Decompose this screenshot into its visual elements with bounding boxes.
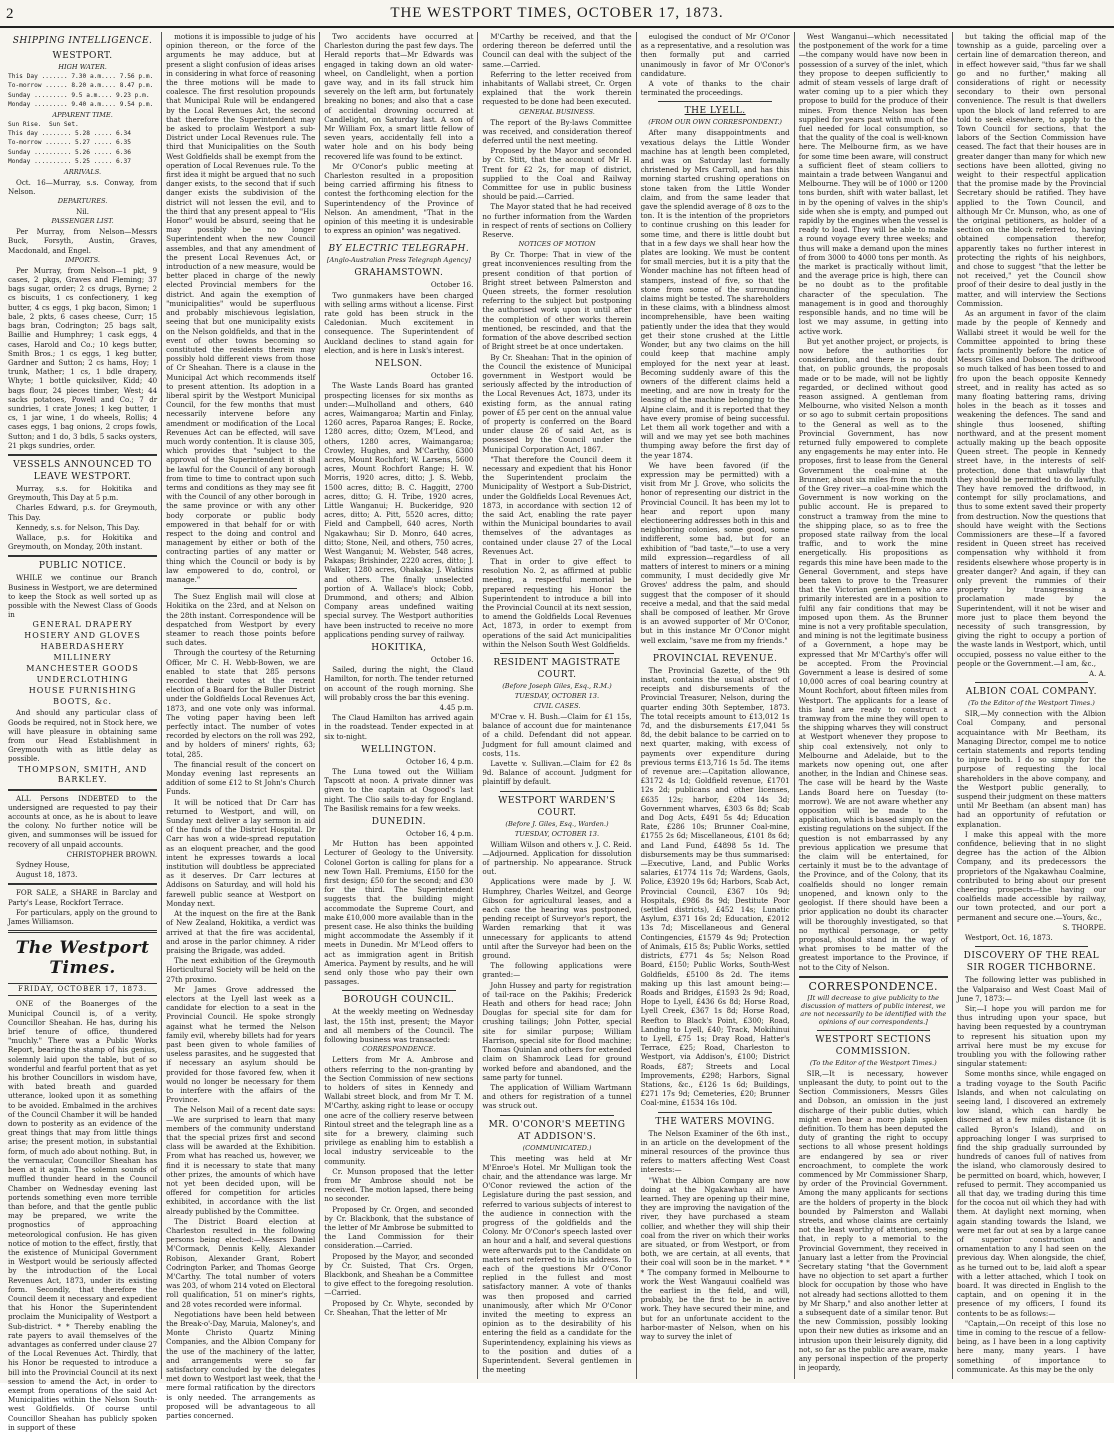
- arrivals-heading: ARRIVALS.: [64, 167, 102, 176]
- borough-text: Proposed by the Mayor, and seconded by Cr. Suisted, That Crs. Orgen, Blackbonk, and Sheahan be a Committee to give effect to the foregoing resolution.—Carried.: [324, 1251, 474, 1298]
- divider: [658, 1112, 771, 1113]
- public-notice-text: WHILE we continue our Branch Business in Westport, we are determined to keep the Stock as well sorted up as possible with the Newest Class of Goods in: [8, 573, 158, 620]
- news-paragraph: Two accidents have occurred at Charleston during the past few days. The Herald reports that—Mr Edwards was engaged in taking down an old water-wheel, on Candlelight, when a portion gave way, and in its fall struck him severely on the left arm, but fortunately breaking no bones; and also that a case of accidental drowning occurred at Candlelight, on Saturday last. A son of Mr William Fox, a smart little fellow of seven years, accidentally fell into a water hole and on his body being recovered life was found to be extinct.: [324, 32, 474, 161]
- goods-item: MANCHESTER GOODS: [26, 664, 139, 674]
- telegraph-subheading: [Anglo-Australian Press Telegraph Agency]: [326, 256, 471, 265]
- indebted-signature: CHRISTOPHER BROWN.: [66, 849, 158, 859]
- dispatch-date: October 16.: [430, 654, 474, 664]
- dateline-dunedin: DUNEDIN.: [371, 817, 426, 828]
- wardens-court-date: TUESDAY, OCTOBER 13.: [514, 829, 600, 838]
- column-1: [4, 32, 162, 1432]
- albion-heading: ALBION COAL COMPANY.: [965, 687, 1097, 698]
- borough-text: At the weekly meeting on Wednesday last, the 15th inst, present; the Mayor and all members of the Council. The following business was transacted:: [324, 1007, 474, 1045]
- divider: [975, 946, 1088, 947]
- shipping-heading: SHIPPING INTELLIGENCE.: [12, 36, 153, 46]
- divider: [975, 682, 1088, 683]
- oconor-text: A vote of thanks to the chair terminated the proceedings.: [640, 79, 790, 98]
- letter-signature: A. A.: [1088, 669, 1106, 679]
- waters-text: The Nelson Examiner of the 6th inst., in an article on the development of the mineral resources of the province thus refers to matters affecting West Coast interests:—: [640, 1128, 790, 1175]
- dispatch-text: The Waste Lands Board has granted prospecting licenses for six months as under:—Mulholland and others, 640 acres, Waimangaroa; Martin and Finlay, 1260 acres, Paparoa Ranges; E. Rocke, 1280 acres, ditto; Ozem, M'Leod, and others, 1280 acres, Waimangaroa; Crowley, Hughes, and M'Carthy, 6300 acres, Mount Rochfort; W. Larsens, 5600 acres, Mount Rochfort Range; H. W. Morris, 1920 acres, ditto; J. S. Webb, 1500 acres, ditto; B. C. Haggitt, 2700 acres, ditto; G. H. Tribe, 1920 acres, Little Wanganui; H. Buckeridge, 920 acres, ditto; A. Pitt, 5520 acres, ditto; Field and Campbell, 640 acres, North Ngakawhau; Sir D. Monro, 640 acres, ditto; Stone, Neil, and others, 750 acres, West Wanganui; M. Webster, 548 acres, Pakapas; Brishinder, 2220 acres, ditto; J. Walker, 1280 acres, Ohakaka; J. Watkins and others. The finally unselected portion of A. Wallace's block; Cobb, Drummond, and others; and Albion Company areas undefined waiting special survey. The Westport authorities have been instructed to receive no more applications pending survey of railway.: [324, 381, 474, 639]
- news-paragraph: Through the courtesy of the Returning Officer, Mr C. H. Webb-Bowen, we are enabled to state that 285 persons recorded their votes at the recent election of a Board for the Buller District under the Goldfields Local Revenues Act, 1873, and one vote only was informal. The voting paper having been left perfectly intact. The number of votes recorded by electors on the roll was 292, and by holders of miners' rights, 63; total, 285.: [166, 648, 316, 759]
- borough-text: "That therefore the Council deem it necessary and expedient that his Honor the Superintendent proclaim the Municipality of Westport a Sub-District, under the Goldfields Local Revenues Act, 1873, in accordance with section 12 of the said Act, enabling the rate payer within the Municipal boundaries to avail themselves of the advantages as contained under clause 27 of the Local Revenues Act.: [482, 454, 632, 556]
- table-row: To-morrow ...... 8.20 a.m.... 8.47 p.m.: [8, 82, 154, 90]
- news-paragraph: The District Board election at Charleston resulted in the following persons being elected:—Messrs Daniel M'Cormack, Dennis Kelly, Alexander Robison, Alexander Grant, Robert Codrington Parker, and Thomas George M'Carthy. The total number of voters was 203, of whom 214 voted on Electoral roll qualification, 51 on miner's rights, and 28 votes recorded were informal.: [166, 1216, 316, 1309]
- court-text: William Wilson and others v. J. C. Reid.—Adjourned. Application for dissolution of partnership. No appearance. Struck out.: [482, 839, 632, 877]
- provincial-heading: PROVINCIAL REVENUE.: [652, 653, 778, 664]
- divider: [184, 588, 297, 589]
- news-paragraph: Negotiations have been held between the Break-o'-Day, Maruia, Maloney's, and Monte Christo Quartz Mining Companies, and the Albion Company for the use of the machinery of the latter, and arrangements were so far satisfactory concluded by the delegates met down to Westport last week, that the mere formal ratification by the directors is only needed. The arrangements as proposed will be advantageous to all parties concerned.: [166, 1309, 316, 1421]
- notices-heading: NOTICES OF MOTION: [518, 240, 596, 249]
- dateline-grahamstown: GRAHAMSTOWN.: [354, 268, 444, 279]
- letter-place: Westport, Oct. 16, 1873.: [964, 933, 1053, 943]
- news-paragraph: At the inquest on the fire at the Bank of New Zealand, Hokitika, a verdict was arrived at that the fire was accidental, and arose in the parlor chimney. A rider praising the Brigade, was added.: [166, 909, 316, 955]
- running-title: THE WESTPORT TIMES, OCTOBER 17, 1873.: [390, 5, 724, 21]
- notice-signature: THOMPSON, SMITH, AND BARKLEY.: [17, 764, 148, 784]
- table-row: This day ........ 5.28 ..... 6.34: [8, 130, 131, 138]
- borough-text: Proposed by the Mayor and seconded by Cr. Stitt, that the account of Mr H. Trent for £2 2s, for map of district, supplied to the Coal and Railway Committee for use in public business should be paid.—Carried.: [482, 146, 632, 202]
- court-text: Applications were made by J. W. Humphrey, Charles Weitzel, and George Gibson for agricultural leases, and a each case the hearing was postponed, pending receipt of Surveyor's report, the Warden remarking that it was unnecessary for applicants to attend until after the Surveyor had been on the ground.: [482, 877, 632, 961]
- corr-subheading: CORRESPONDENCE.: [362, 1045, 436, 1054]
- sun-header: Sun Rise. Sun Set.: [8, 120, 79, 128]
- divider: [500, 791, 613, 792]
- borough-text: Proposed by Cr. Whyte, seconded by Cr. Sheahan, That the letter of Mr: [324, 1298, 474, 1317]
- dateline-nelson: NELSON.: [375, 359, 423, 370]
- table-row: Monday .......... 5.25 ..... 6.37: [8, 158, 131, 166]
- arrivals-text: Oct. 16—Murray, s.s. Conway, from Nelson.: [8, 177, 158, 196]
- court-text: John Hussey and party for registration of tail-race on the Pakihis; Frederick Heath and others for head race; John Douglas for special site for dam for crushing tailings; John Potter, special site for similar purpose; William Harrison, special site for flood machine; Thomas Quinlan and others for extended claim on Shamrock Lead for ground worked before and abandoned, and the same party for tunnel.: [482, 980, 632, 1082]
- dispatch-text: Mr Hutton has been appointed Lecturer of Geology to the University. Colonel Gorton is calling for plans for a new Town Hall. Premiums, £150 for the first design; £50 for the second; and £30 for the third. The Superintendent suggests that the building might accommodate the Supreme Court, and make £10,000 more available than in the present case. He also thinks the building might accommodate the Assembly if it meets in Dunedin. Mr M'Leod offers to act as immigration agent in British America. Payment by results, and he will send only those who pay their own passages.: [324, 839, 474, 987]
- divider: [8, 883, 157, 885]
- court-text: M'Crae v. H. Bush.—Claim for £1 15s, balance of account due for maintenance of a child. Defendant did not appear. Judgment for full amount claimed and costs, 11s.: [482, 712, 632, 758]
- albion-text: I make this appeal with the more confidence, believing that in no slight degree has the action of the Albion Company, and its predecessors the proprietors of the Ngakawhau Coalmine, contributed to bring about our present cheering prospects—the having our coalfields made accessible by railway, our town protected, and our port a permanent and secure one.—Yours, &c.,: [956, 829, 1106, 922]
- news-paragraph: It will be noticed that Dr Carr has returned to Westport, and will, on Sunday next deliver a lay sermon in aid of the funds of the District Hospital. Dr Carr has won a wide-spread reputation as an eloquent preacher, and the good intent he expresses towards a local institution will doubtless be appreciated as it deserves. Dr Carr lectures at Addisons on Saturday, and will hold his farewell public seance at Westport on Monday next.: [166, 797, 316, 908]
- vessel-item: Charles Edward, p.s. for Greymouth, This Day.: [8, 503, 158, 522]
- paper-title-block: [8, 938, 157, 978]
- general-business-heading: GENERAL BUSINESS.: [519, 107, 595, 116]
- news-paragraph: The Suez English mail will close at Hokitika on the 23rd, and at Nelson on the 28th instant. Correspondence will be despatched from Westport by every steamer to reach those points before such dates.: [166, 592, 316, 648]
- rm-court-date: TUESDAY, OCTOBER 13.: [514, 692, 600, 700]
- sale-notice-2: For particulars, apply on the ground to James Williamson.: [8, 907, 158, 927]
- public-notice-heading: PUBLIC NOTICE.: [38, 561, 127, 572]
- court-text: The following applications were granted:—: [482, 961, 632, 980]
- borough-text: Cr. Munson proposed that the letter from Mr Ambrose should not be received. The motion lapsed, there being no seconder.: [324, 1166, 474, 1204]
- wsc-text: As an argument in favor of the claim made by the people of Kennedy and Wallabi street it would be well for the Committee appointed to bring these facts prominently before the notice of Messrs Giles and Dobson. The driftwood so much talked of has been tossed to and fro upon the beach opposite Kennedy street, and in reality has acted as so many floating battering rams, driving holes in the beach as it tosses and weakening the defences. The sand and shingle thus loosened, shifting northward, and at the present moment actually making up the beach opposite Queen street. The people in Kennedy street have, in the interests of self-protection, done that unlawfully that they should be permitted to do lawfully. They have removed the driftwood, in contempt for silly proclamations, and thus to some extent saved their property from destruction. Now the questions that should have weight with the Sections Commissioners are these—If a favored resident in Queen street has received compensation why withhold it from residents elsewhere whose property is in greater danger? And again, if they can only prevent the rummies of their property by transgressing a proclamation made by the Superintendent, will it not be wiser and more just to place them beyond the necessity of such transgression, by giving the right to occupy a portion of the waste lands in Westport, which, until occupied, possess no value either to the people or the Government.—I am, &c.,: [956, 309, 1106, 668]
- borough-text: M'Carthy be received, and that the ordering thereon be deferred until the Council can deal with the subject of the same.—Carried.: [482, 32, 632, 69]
- passenger-heading: PASSENGER LIST.: [51, 217, 114, 226]
- lyell-text: We have been favored (if the expression may be permitted) with a visit from Mr J. Grove, who solicits the honor of representing our district in the Provincial Council. It has been my lot to hear and report upon many electioneering addresses both in this and neighboring colonies, some good, some indifferent, some bad, but for an exhibition of "bad taste,"—to use a very mild expression—regardless of all matters of interest to miners or a mining community, I must decidedly give Mr Groves' address the palm, and should suggest that the composer of it should receive a medal, and that the said medal shall be composed of leather. Mr Grove is an avowed supporter of Mr O'Conor, but in this instance Mr O'Conor might well exclaim, "save me from my friends.": [640, 460, 790, 645]
- civil-cases: CIVIL CASES.: [533, 702, 581, 710]
- column-4: [478, 32, 636, 1379]
- public-notice-text-2: And should any particular class of Goods be required, not in Stock here, we will have pleasure in obtaining same from our Head Establishment in Greymouth with as little delay as possible.: [8, 708, 158, 764]
- goods-item: BOOTS, &c.: [53, 697, 113, 707]
- vessels-heading: VESSELS ANNOUNCED TO LEAVE WESTPORT.: [13, 459, 152, 482]
- letter-signature: S. THORPE.: [1062, 922, 1106, 932]
- column-7: [953, 32, 1110, 1379]
- rm-court-heading: RESIDENT MAGISTRATE COURT.: [493, 658, 621, 680]
- wsc-heading: WESTPORT SECTIONS COMMISSION.: [815, 1034, 932, 1057]
- vessel-item: Kennedy, s.s. for Nelson, This Day.: [16, 522, 140, 532]
- high-water-heading: HIGH WATER.: [58, 63, 107, 71]
- dateline-wellington: WELLINGTON.: [361, 744, 437, 755]
- goods-item: HOUSE FURNISHING: [28, 686, 137, 696]
- telegraph-heading: BY ELECTRIC TELEGRAPH.: [328, 244, 470, 255]
- dispatch-text: Sailed, during the night, the Claud Hamilton, for north. The tender returned on account of the rough morning. She will probably cross the bar this evening.: [324, 665, 474, 702]
- tichborne-heading: DISCOVERY OF THE REAL SIR ROGER TICHBORNE.: [963, 951, 1100, 974]
- dateline-hokitika: HOKITIKA,: [371, 642, 427, 653]
- borough-text: Letters from Mr A. Ambrose and others referring to the non-granting by the Section Commission of new sections to holders of sites in Kennedy and Wallabi street block, and from Mr T. M. M'Carthy, asking right to lease or occupy one acre of the colliery reserve between Rintoul street and the telegraph line as a site for a brewery, claiming such privilege as enabling him to establish a local industry serviceable to the community.: [324, 1055, 474, 1166]
- dispatch-text: Two gunmakers have been charged with selling arms without a license. First rate gold has been struck in the Caledonian. Much excitement in consequence. The Superintendent of Auckland declines to stand again for election, and is here in Lusk's interest.: [324, 290, 474, 355]
- tichborne-text: The following letter was published in the Valparaiso and West Coast Mail of June 7, 1873:—: [956, 975, 1106, 1003]
- paper-dateline: FRIDAY, OCTOBER 17, 1873.: [8, 983, 157, 996]
- goods-item: UNDERCLOTHING: [36, 675, 129, 685]
- divider: [8, 930, 157, 933]
- column-3: [320, 32, 478, 1379]
- waters-heading: THE WATERS MOVING.: [655, 1116, 775, 1127]
- dispatch-date: October 16.: [430, 280, 474, 290]
- news-paragraph: The next exhibition of the Greymouth Horticultural Society will be held on the 27th proximo.: [166, 956, 316, 984]
- goods-item: GENERAL DRAPERY: [32, 620, 133, 630]
- borough-text: The report of the By-laws Committee was received, and consideration thereof deferred until the next meeting.: [482, 117, 632, 146]
- news-paragraph: The Nelson Mail of a recent date says:—We are surprised to learn that many members of the community understand that the special prizes first and second class will be awarded at the Exhibition. From what has reached us, however, we find it is necessary to state that many other prizes, the amounts of which have not yet been decided upon, will be offered for competition for articles exhibited, in accordance with the list already published by the Committee.: [166, 1105, 316, 1216]
- divider: [658, 101, 771, 102]
- column-5: [637, 32, 795, 1379]
- table-row: Sunday .......... 5.26 ..... 6.36: [8, 148, 131, 156]
- divider: [8, 454, 157, 456]
- albion-text: SIR,—My connection with the Albion Coal Company, and personal acquaintance with Mr Beetham, its Managing Director, compel me to notice certain statements and reports tending to injure both. I do so simply for the purpose of requesting the local shareholders in the above company, and the Westport public generally, to suspend their judgment on these matters until Mr Beetham (an absent man) has had an opportunity of refutation or explanation.: [956, 709, 1106, 829]
- news-paragraph: Mr O'Conor's public meeting at Charleston resulted in a proposition being carried affirming his fitness to contest the forthcoming election for the Superintendency of the Province of Nelson. An amendment, "That in the opinion of this meeting it is undesirable to express an opinion" was negatived.: [324, 161, 474, 236]
- divider: [342, 239, 455, 240]
- tichborne-text: Sir,—I hope you will pardon me for thus intruding upon your space, but having been requested by a countryman to represent his situation upon my arrival here must be my excuse for troubling you with the following rather singular statement:: [956, 1003, 1106, 1069]
- columns: [4, 32, 1110, 1432]
- port-heading: WESTPORT.: [52, 51, 113, 61]
- rm-court-sub: (Before Joseph Giles, Esq., R.M.): [502, 682, 612, 690]
- imports-heading: IMPORTS.: [65, 255, 100, 264]
- borough-text: By Cr. Thorpe: That in view of the great inconveniences resulting from the present condition of that portion of Bright street between Palmerston and Queen streets, the former resolution referring to the subject but postponing the authorised work upon it until after the completion of other works therein mentioned, be rescinded, and that the formation of the above described section of Bright street be at once undertaken.: [482, 250, 632, 352]
- indebted-place: Sydney House,: [16, 860, 70, 870]
- correspondence-note: [It will decrease to give publicity to the discussion of matters of public interest, we are not necessarily to be identified with the opinions of our correspondents.]: [800, 993, 947, 1026]
- departures-text: Nil.: [76, 207, 90, 217]
- wsc-sub: (To the Editor of the Westport Times.): [809, 1058, 937, 1067]
- albion-sub: (To the Editor of the Westport Times.): [968, 699, 1095, 708]
- borough-text: Referring to the letter received from inhabitants of Wallabi street, Cr. Orgen explained that the work therein requested to be done had been executed.: [482, 69, 632, 107]
- dispatch-date: October 16, 4 p.m.: [406, 756, 474, 766]
- editorial-text: ONE of the Boanerges of the Municipal Council is, of a verity, Councillor Sheahan. He has, during his brief tenure of office, thundered "muchly." There was a Public Works Report, bearing the stamp of his genius, solemnly laid upon the table, but of so wonderful and fearful portent that as yet his brother Councillors in wisdom have, with bated breath and guarded utterance, looked upon it as something to be avoided. Embalmed in the archives of the Council Chamber it will be handed down to posterity as an evidence of the great things that may from little things arise; the present motion, in substantial form, of much ado about nothing. But, in the vernacular, Councillor Sheahan has been at it again. The solemn sounds of muffled thunder heard in the Council Chamber on Wednesday evening last portends something even more terrible than before, and that the gentle public may be prepared, we write the prognostics of approaching meteorological confusion. He has given notice of motion to the effect, firstly, that the existence of Municipal Government in Westport would be seriously affected by the introduction of the Local Revenues Act, 1873, under its existing form. Secondly, that therefore the Council deem it necessary and expedient that his Honor the Superintendent proclaim the Municipality of Westport a Sub-district. * * Thereby enabling the rate payers to avail themselves of the advantages as conferred under clause 27 of the Local Revenues Act. Thirdly, that his Honor be requested to introduce a bill into the Provincial Council at its next session to amend the Act, in order to exempt from operations of the said Act Municipalities within the Nelson South-west Goldfields. Of course until Councillor Sheahan has publicly spoken in support of these: [8, 999, 158, 1432]
- waters-text: West Wanganui—which necessitated the postponement of the work for a time—the company would have now been in possession of a survey of the inlet, which they propose to deepen sufficiently to admit of steam vessels of large draft of water coming up to a pier which they propose to build for the produce of their mines. From thence Nelson has been supplied for years past with much of the fuel needed for local consumption, so that the quality of the coal is well-known here. The Melbourne firm, as we have for some time been aware, will construct a sufficient fleet of steam colliers to maintain a trade between Wanganui and Melbourne. They will be of 1000 or 1200 tons burden, shift with water ballast, let in by the opening of valves in the ship's side when she is empty, and pumped out rapidly by the engines when the vessel is ready to load. They will be able to make a round voyage every three weeks; and thus will make a demand upon the mines of from 3000 to 4000 tons per month. As the market is practically without limit, and the average price is high, there can be no doubt as to the profitable character of the speculation. The management is in good and thoroughly responsible hands, and no time will be lost we may assume, in getting into active work.: [798, 32, 948, 336]
- court-text: The application of William Wartmann and others for registration of a tunnel was struck out.: [482, 1082, 632, 1111]
- oconor-text: eulogised the conduct of Mr O'Conor as a representative, and a resolution was then formally put and carried unanimously in favor of Mr O'Conor's candidature.: [640, 32, 790, 78]
- divider: [500, 1115, 613, 1116]
- news-paragraph: Mr James Grove addressed the electors at the Lyell last week as a candidate for election to a seat in the Provincial Council. He spoke strongly against what he termed the Nelson family evil, whereby billets had for years past been given to whole families of useless parasites, and he suggested that if necessary an asylum should be provided for those favored few, when it would no longer be necessary for them to interfere with the affairs of the Province.: [166, 984, 316, 1105]
- column-6: [795, 32, 953, 1379]
- oconor-sub: (COMMUNICATED.): [522, 1143, 592, 1152]
- sale-notice: FOR SALE, a SHARE in Barclay and Party's Lease, Rockfort Terrace.: [8, 888, 158, 907]
- editorial-continued: motions it is impossible to judge of his opinion thereon, or the force of the arguments he may adduce, but at present a slight confusion of ideas arises in considering in what force of reasoning the three motions will be made to coalesce. The first resolution propounds that Municipal Rule will be endangered by the Local Revenues Act, the second that therefore the Superintendent may be asked to proclaim Westport a sub-District under Local Revenues rule. The third that Municipalities on the South West Goldfields shall be exempt from the operation of Local Revenues rule. To the first idea it might be argued that no such danger exists, to the second that if such danger exists the subdivision of the district will not lessen the evil, and to the third that any present appeal to "His Honor" would be absurd, seeing that he may possibly be no longer Superintendent when the new Council assembles, and that any amendment of the present Local Revenues Act, or introduction of a new measure, would be better placed in charge of the newly elected Provincial members for the district. And again the exemption of "municipalities" would be superfluous and probably mischievous legislation, seeing that but one municipality exists on the Nelson goldfields, and that in the event of other towns becoming so constituted the residents therein may possibly hold different views from those of Cr Sheahan. There is a clause in the Municipal Act which recommends itself to present attention. Its adoption in a liberal spirit by the Westport Municipal Council, for the few months that must necessarily intervene before any amendment or modification of the Local Revenues Act can be effected, will save much wordy contention. It is clause 305, which provides that "subject to the approval of the Superintendent it shall be lawful for the Council of any borough from time to time to contract upon such terms and conditions as they may see fit with the Council of any other borough in the same province or with any other body corporate or public body empowered in that behalf for or with respect to the doing and control and management by either or both of the contracting parties of any matter or thing which the Council or body is by law empowered to do, control, or manage.": [166, 32, 316, 584]
- court-text: Lavette v. Sullivan.—Claim for £2 8s 9d. Balance of account. Judgment for plaintiff by default.: [482, 759, 632, 787]
- apparent-time-heading: APPARENT TIME.: [52, 110, 113, 119]
- masthead: [0, 4, 1114, 28]
- indebted-date: August 18, 1873.: [16, 870, 78, 880]
- wardens-court-sub: (Before J. Giles, Esq., Warden.): [505, 819, 609, 828]
- page-number: 2: [6, 6, 14, 22]
- provincial-text: The Provincial Gazette, of the 9th instant, contains the usual abstract of receipts and disbursements of the Provincial Treasurer, Nelson, during the quarter ending 30th September, 1873. The total receipts amount to £13,012 1s 7d, and the disbursements £17,041 5s 8d, the debit balance to be carried on to next quarter, making, with excess of payments over expenditure during previous terms £13,716 1s 5d. The items of revenue are:—Capitation allowance, £3172 4s 1d; Goldfield revenue, £1701 12s 2d; publicans and other licenses, £635 12s; harbor, £204 14s 3d; Government wharves, £303 6s 8d; Scab and Dog Acts, £491 5s 4d; Education Rate, £286 10s; Brunner Coal-mine, £1755 2s 6d; Miscellaneous, £101 8s 6d; and Land Fund, £4898 5s 1d. The disbursements may be thus summarised:—Executive, Land, and Public Works salaries, £1774 11s 7d; Wardens, Gaols, Police, £3920 19s 6d; Harbors, Scab Act, Provincial Council, £367 10s 9d; Hospitals, £986 8s 9d; Destitute Poor (settled districts), £452 14s; Lunatic Asylum, £371 16s 2d; Education, £2012 13s 7d; Miscellaneous and General Contingencies, £1579 4s 9d; Protection of Animals, £15 8s; Public Works, settled districts, £771 4s 5s; Nelson Road Board, £150; Public Works, South-West Goldfields, £5100 8s 2d. The items making up this last amount being:—Roads and Bridges, £1593 2s 9d; Road, Hope to Lyell, £436 6s 8d; Horse Road, Lyell Creek, £367 1s 8d; Horse Road, Reefton to Black's Point, £300; Road, Landing to Lyell, £40; Track, Mokihinui to Lyell, £75 1s; Dray Road, Hatter's Terrace, £25; Road, Charleston to Westport, via Addison's, £100; District Roads, £87; Streets and Local Improvements, £298; Harbors, Signal Stations, &c., £126 1s 6d; Buildings, £271 17s 9d; Cemeteries, £20; Brunner Coal-mine, £1534 16s 10d.: [640, 665, 790, 1108]
- paper-title: The Westport Times.: [15, 938, 150, 979]
- borough-text: Proposed by Cr. Orgen, and seconded by Cr. Blackbonk, that the substance of the letter of Mr Ambrose be submitted to the Land Commission for their consideration.—Carried.: [324, 1204, 474, 1251]
- correspondence-heading: CORRESPONDENCE.: [808, 979, 939, 993]
- oconor-heading: MR. O'CONOR'S MEETING AT ADDISON'S.: [488, 1119, 626, 1142]
- tichborne-text: "Captain,—On receipt of this lose no time in coming to the rescue of a fellow-being, as I have been in a long captivity here many, many years. I have something of importance to communicate. As this may be the only: [956, 1318, 1106, 1374]
- waters-text: But yet another project, or projects, is now before the authorities for consideration, and there is no doubt that, on public grounds, the proposals made or to be made, will not be lightly regarded, or declined without good reason assigned. A gentleman from Melbourne, who visited Nelson a month or so ago to submit certain propositions to the General as well as to the Provincial Government, has now returned fully empowered to complete any engagements he may enter into. He proposes, first to lease from the General Government the coal-mine at the Brunner, about six miles from the mouth of the Grey river—a coal-mine which the Government is now working on the public account. He is prepared to construct a tramway from the mine to the shipping place, so as to free the proposed state railway from the local traffic, and to work the mine energetically. His propositions as regards this mine have been made to the General Government, and steps have been taken to prove to the Treasurer that the Victorian gentlemen who are primarily interested are in a position to fulfil any fair conditions that may be imposed upon them. As the Brunner mine is not a very profitable speculation, and mining is not the legitimate business of a Government, a hope may be expressed that Mr M'Carthy's offer will be accepted. From the Provincial Government a lease is desired of some 10,000 acres of coal bearing country at Mount Rochfort, about fifteen miles from Westport. The applicants for a lease of this land are ready to construct a tramway from the mine they will open to the shipping wharves they will construct at Westport whenever they propose to ship coal extensively, not only to Melbourne and Adelaide, but to the markets now opening out, one after another, in the Indian and Chinese seas. The case will be heard by the Waste Lands Board here on Tuesday (to-morrow). We are not aware whether any opposition will be made to the application, which is based simply on the existing regulations on the subject. If the question is not embarrassed by any previous application we presume that the claim will be entertained, for certainly it must be to the advantage of the Province, and of the Colony, that its coalfields should no longer remain unopened, and known only to the geologist. If there should have been a prior application no doubt its character will be thoroughly investigated, so that no mythical personage, or petty proposal, should stand in the way of what promises to be matter of the greatest importance to the Province, if not to the City of Nelson.: [798, 336, 948, 972]
- goods-item: MILLINERY: [53, 653, 112, 663]
- borough-text: By Cr. Sheahan: That in the opinion of the Council the existence of Municipal government in Westport would be seriously affected by the introduction of the Local Revenues Act, 1873, under its existing form, as the annual rating power of £5 per cent on the annual value of property is conferred on the Board under clause 26 of said Act, as is possessed by the Council under the Municipal Corporation Act, 1867.: [482, 352, 632, 454]
- lyell-sub: (FROM OUR OWN CORRESPONDENT.): [648, 118, 782, 127]
- divider: [817, 1030, 930, 1031]
- divider: [799, 976, 948, 978]
- wardens-court-heading: WESTPORT WARDEN'S COURT.: [498, 795, 616, 818]
- vessel-item: Murray, s.s. for Hokitika and Greymouth, This Day at 5 p.m.: [8, 483, 158, 503]
- table-row: This Day ....... 7.30 a.m.... 7.56 p.m.: [8, 73, 154, 80]
- table-row: Sunday ......... 9.5 a.m.... 9.23 p.m.: [8, 91, 150, 99]
- oconor-text: This meeting was held at Mr M'Enroe's Hotel. Mr Mulligan took the chair, and the attendance was large. Mr O'Conor reviewed the action of the Legislature during the past session, and referred to various subjects of interest to the audience in connection with the progress of the goldfields and the Colony. Mr O'Conor's speech lasted over an hour and a half, and several questions were afterwards put to the Candidate on matters not referred to in his address. To each of the questions Mr O'Conor replied in the fullest and most satisfactory manner. A vote of thanks was then proposed and carried unanimously, after which Mr O'Conor invited the meeting to express an opinion as to the desirability of his entering the field as a candidate for the Superintendency, explaining his views as to the position and duties of a Superintendent. Several gentlemen in the meeting: [482, 1153, 632, 1375]
- lyell-heading: THE LYELL.: [684, 106, 746, 117]
- lyell-text: After many disappointments and vexatious delays the Little Wonder machine has at length been completed, and was on Saturday last formally christened by Mrs Carroll, and has this morning started crushing operations on stone taken from the Little Wonder claim, and from the same leader that gave the splendid average of 8 ozs to the ton. It is the intention of the proprietors to continue crushing on this leader for some time, and there is little doubt but that in a few days we shall hear how the plates are looking. We must be content for small mercies, but it is a pity that the Wonder machine has not fifteen head of stampers, instead of five, so that the stone from some of the surrounding claims might be tested. The shareholders in these claims, with a blindness almost incomprehensible, have been waiting patiently under the idea that they would get their stone crushed at the Little Wonder, but any two claims on the hill could keep that machine amply employed for the next year at least. Becoming suddenly aware of this the owners of the different claims held a meeting, and are now in treaty for the leasing of the machine belonging to the Alpine claim, and it is reported that they have every promise of being successful. Let them all work together and with a will and we may yet see both machines thumping away before the first day of the year 1874.: [640, 128, 790, 460]
- wsc-text: but taking the official map of the township as a guide, parceling over a certain line of demarcation thereon, and in effect however said, "thus far we shall go and no further," making all considerations of right or necessity secondary to their own personal convenience. The result is that dwellers upon the block of land referred to are told to seek elsewhere, to apply to the Town Council for sections, that the labors of the Section Commission have ceased. The fact that their houses are in greater danger than many for which new sections have been allotted, giving no weight to their respectful application that the promise made by the Provincial Secretary should be ratified. They have applied to the Town Council, and although Mr Cr. Munson, who, as one of the original petitioners, as holder of a section on the block referred to, having obtained compensation therefor, apparently takes no further interest in protecting the rights of his neighbors, and chose to suggest "that the letter be not received," yet the Council show proof of their desire to deal justly in the matter, and will interview the Sections Commission.: [956, 32, 1106, 308]
- dispatch-date: October 16, 4 p.m.: [406, 829, 474, 839]
- divider: [500, 653, 613, 654]
- dispatch-time: 4.45 p.m.: [439, 703, 474, 712]
- imports-text: Per Murray, from Nelson—1 pkt, 9 cases, 2 pkgs, Graves and Fleming; 37 bags sugar, order; 2 cs drugs, Byrne; 2 cs biscuits, 1 cs confectionery, 1 keg butter, 4 cs eggs, 1 pkg bacon, Simon; 1 bale, 2 pkts, 6 cases cheese, Curr; 15 bags bran, Codrington; 25 bags salt, Baillie and Humphrey; 1 cask eggs, 4 cases, Harold and Co.; 10 kegs butter, Smith Bros.; 1 cs eggs, 1 keg butter, Gardner and Sutton; 2 cs hams, Hoy; 1 trunk, Mather; 1 cs, 1 bdle drapery, Whyte; 1 bottle quicksilver, Kidd; 40 bags flour, 24 pieces timber, West; 44 sacks potatoes, Powell and Co.; 7 dr sundries, 1 crate Jones; 1 keg butter, 1 cs, 1 jar wine, 1 do wheels, Rollis; 4 cases eggs, 1 bag onions, 2 crops fowls, Sutton; and 1 do, 3 bdls, 5 sacks oysters, 21 pkgs sundries, order.: [8, 265, 158, 450]
- borough-heading: BOROUGH COUNCIL.: [343, 995, 455, 1006]
- dispatch-text: The Luna towed out the William Tapscott at noon. A private dinner was given to the captain at Osgood's last night. The Clio sails to-day for England. The Basilisk remains for a few weeks.: [324, 767, 474, 813]
- table-row: To-morrow ....... 5.27 ..... 6.35: [8, 139, 131, 147]
- goods-item: HABERDASHERY: [40, 642, 125, 652]
- goods-item: HOSIERY AND GLOVES: [24, 631, 141, 641]
- divider: [342, 990, 455, 991]
- vessel-item: Wallace, p.s. for Hokitika and Greymouth, on Monday, 20th instant.: [8, 532, 158, 552]
- departures-heading: DEPARTURES.: [57, 197, 108, 206]
- column-2: [162, 32, 320, 1421]
- table-row: Monday ......... 9.40 a.m.... 9.54 p.m.: [8, 101, 154, 109]
- news-paragraph: The financial result of the concert on Monday evening last represents an addition of some £12 to St John's Church Funds.: [166, 759, 316, 797]
- dispatch-date: October 16.: [430, 371, 474, 381]
- borough-text: The Mayor stated that he had received no further information from the Warden in respect of rents of sections on Colliery Reserve.: [482, 202, 632, 240]
- wsc-text: SIR,—It is necessary, however unpleasant the duty, to point out to the Section Commissioners, Messrs Giles and Dobson, an omission in the just discharge of their public duties, which might even bear a more plain spoken definition. To them has been deputed the duty of granting the right to occupy sections to all whose present holdings are endangered by sea or river encroachment, to complete the work commenced by Mr Commissioner Sharp, by order of the Provincial Government. Among the many applicants for sections are the holders of property in the block bounded by Palmerston and Wallabi streets, and whose claims are certainly not the least worthy of attention, seeing that, in reply to a memorial to the Provincial Government, they received in January last a letter from the Provincial Secretary stating "that the Government have no objection to set apart a further block for occupation by those who have not already had sections allotted to them by Mr Sharp," and also another letter at a subsequent date of a similar tenor. But the new Commission, possibly looking upon their new duties as irksome and an intrusion upon their leisurely dignity, did not, so far as the public are aware, make any personal inspection of the property in jeopardy,: [798, 1068, 948, 1373]
- borough-text: That in order to give effect to resolution No. 2, as affirmed at public meeting, a respectful memorial be prepared requesting his Honor the Superintendent to introduce a bill into the Provincial Council at its next session, to amend the Goldfields Local Revenues Act, 1873, in order to exempt from operations of the said Act municipalities within the Nelson South West Goldfields.: [482, 556, 632, 649]
- divider: [658, 649, 771, 650]
- indebted-notice: ALL Persons INDEBTED to the undersigned are requested to pay their accounts at once, as he is about to leave the colony. No further notice will be given, and summonses will be issued for recovery of all unpaid accounts.: [8, 793, 158, 849]
- divider: [8, 555, 157, 557]
- passenger-text: Per Murray, from Nelson—Messrs Buck, Forsyth, Austin, Graves, Macdonald, and Engel.: [8, 227, 158, 255]
- waters-text: "What the Albion Company are now doing at the Ngakawhau all have learned. They are opening up their mine, they are improving the navigation of the river, they have purchased a steam collier, and whether they will ship their coal from the river on which their works are situated, or from Westport, or from both, we are certain, at all events, that their coal will soon be in the market. * * * The company formed in Melbourne to work the West Wangauui coalfield was the earliest in the field, and will, probably, be the first to be in active work. They have secured their mine, and but for an unfortunate accident to the harbor-master of Nelson, when on his way to survey the inlet of: [640, 1175, 790, 1342]
- tichborne-text: Some months since, while engaged on a trading voyage to the South Pacific Islands, and when not calculating on seeing land, I discovered an extremely low island, which can hardly be discerned at a few miles distance (it is called Byron's Island), and on approaching longer I was surprised to find the ship gradually surrounded by hundreds of canoes full of natives from the island, who clamorously desired to be permitted on board, which, however, I refused to permit. They accompanied us all that day, we trading during this time for the cocoa nut oil which they had with them. At daylight next morning, when again standing towards the Island, we were met far out at sea by a large canoe of superior construction and ornamentation to any I had seen on the previous day. When alongside, the chief, as he turned out to be, laid aloft a spear with a letter attached, which I took on board. It was directed in English to the captain, and on opening it in the presence of my officers, I found its contents to be as follows:—: [956, 1069, 1106, 1318]
- divider: [8, 789, 157, 791]
- dispatch-text: The Claud Hamilton has arrived again in the roadstead. Tender expected in at six to-night.: [324, 713, 474, 741]
